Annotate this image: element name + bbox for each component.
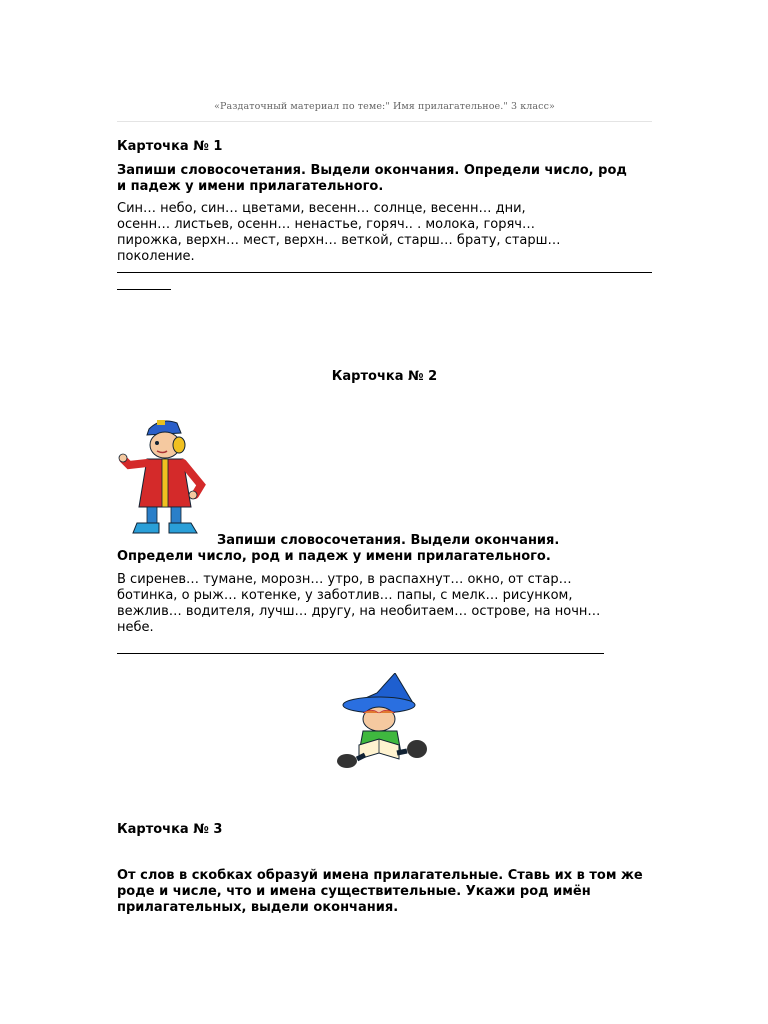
card1-line: поколение. xyxy=(117,249,195,264)
card3-title: Карточка № 3 xyxy=(117,822,223,837)
cartoon-boy-red-coat-icon xyxy=(117,415,213,537)
card2-line: вежлив… водителя, лучш… другу, на необитаем… острове, на ночн… xyxy=(117,604,601,619)
card2-line: ботинка, о рыж… котенке, у заботлив… папы, с мелк… рисунком, xyxy=(117,588,573,603)
card1-line: пирожка, верхн… мест, верхн… веткой, старш… брату, старш… xyxy=(117,233,561,248)
header-divider xyxy=(117,121,652,122)
card3-task: От слов в скобках образуй имена прилагательные. Ставь их в том же роде и числе, что и имена существительные. Укажи род имён прилагательных, выдели окончания. xyxy=(117,868,643,915)
page-header: «Раздаточный материал по теме:" Имя прилагательное." 3 класс» xyxy=(214,101,555,112)
card2-line: В сиренев… тумане, морозн… утро, в распахнут… окно, от стар… xyxy=(117,572,572,587)
card2-task-line1: Запиши словосочетания. Выдели окончания. xyxy=(217,533,560,548)
card1-line: осенн… листьев, осенн… ненастье, горяч.. . молока, горяч… xyxy=(117,217,535,232)
card1-title: Карточка № 1 xyxy=(117,139,223,154)
card1-line: Син… небо, син… цветами, весенн… солнце, весенн… дни, xyxy=(117,201,526,216)
card2-line: небе. xyxy=(117,620,154,635)
card2-task-line2: Определи число, род и падеж у имени прилагательного. xyxy=(117,549,551,564)
answer-line xyxy=(117,289,171,290)
card2-title: Карточка № 2 xyxy=(331,369,438,384)
cartoon-boy-blue-hat-reading-icon xyxy=(335,673,431,773)
answer-line xyxy=(117,653,604,654)
card1-task: Запиши словосочетания. Выдели окончания. Определи число, род и падеж у имени прилагательного. xyxy=(117,163,627,194)
card1-text xyxy=(117,201,657,265)
answer-line xyxy=(117,272,652,273)
card2-text xyxy=(117,572,657,636)
